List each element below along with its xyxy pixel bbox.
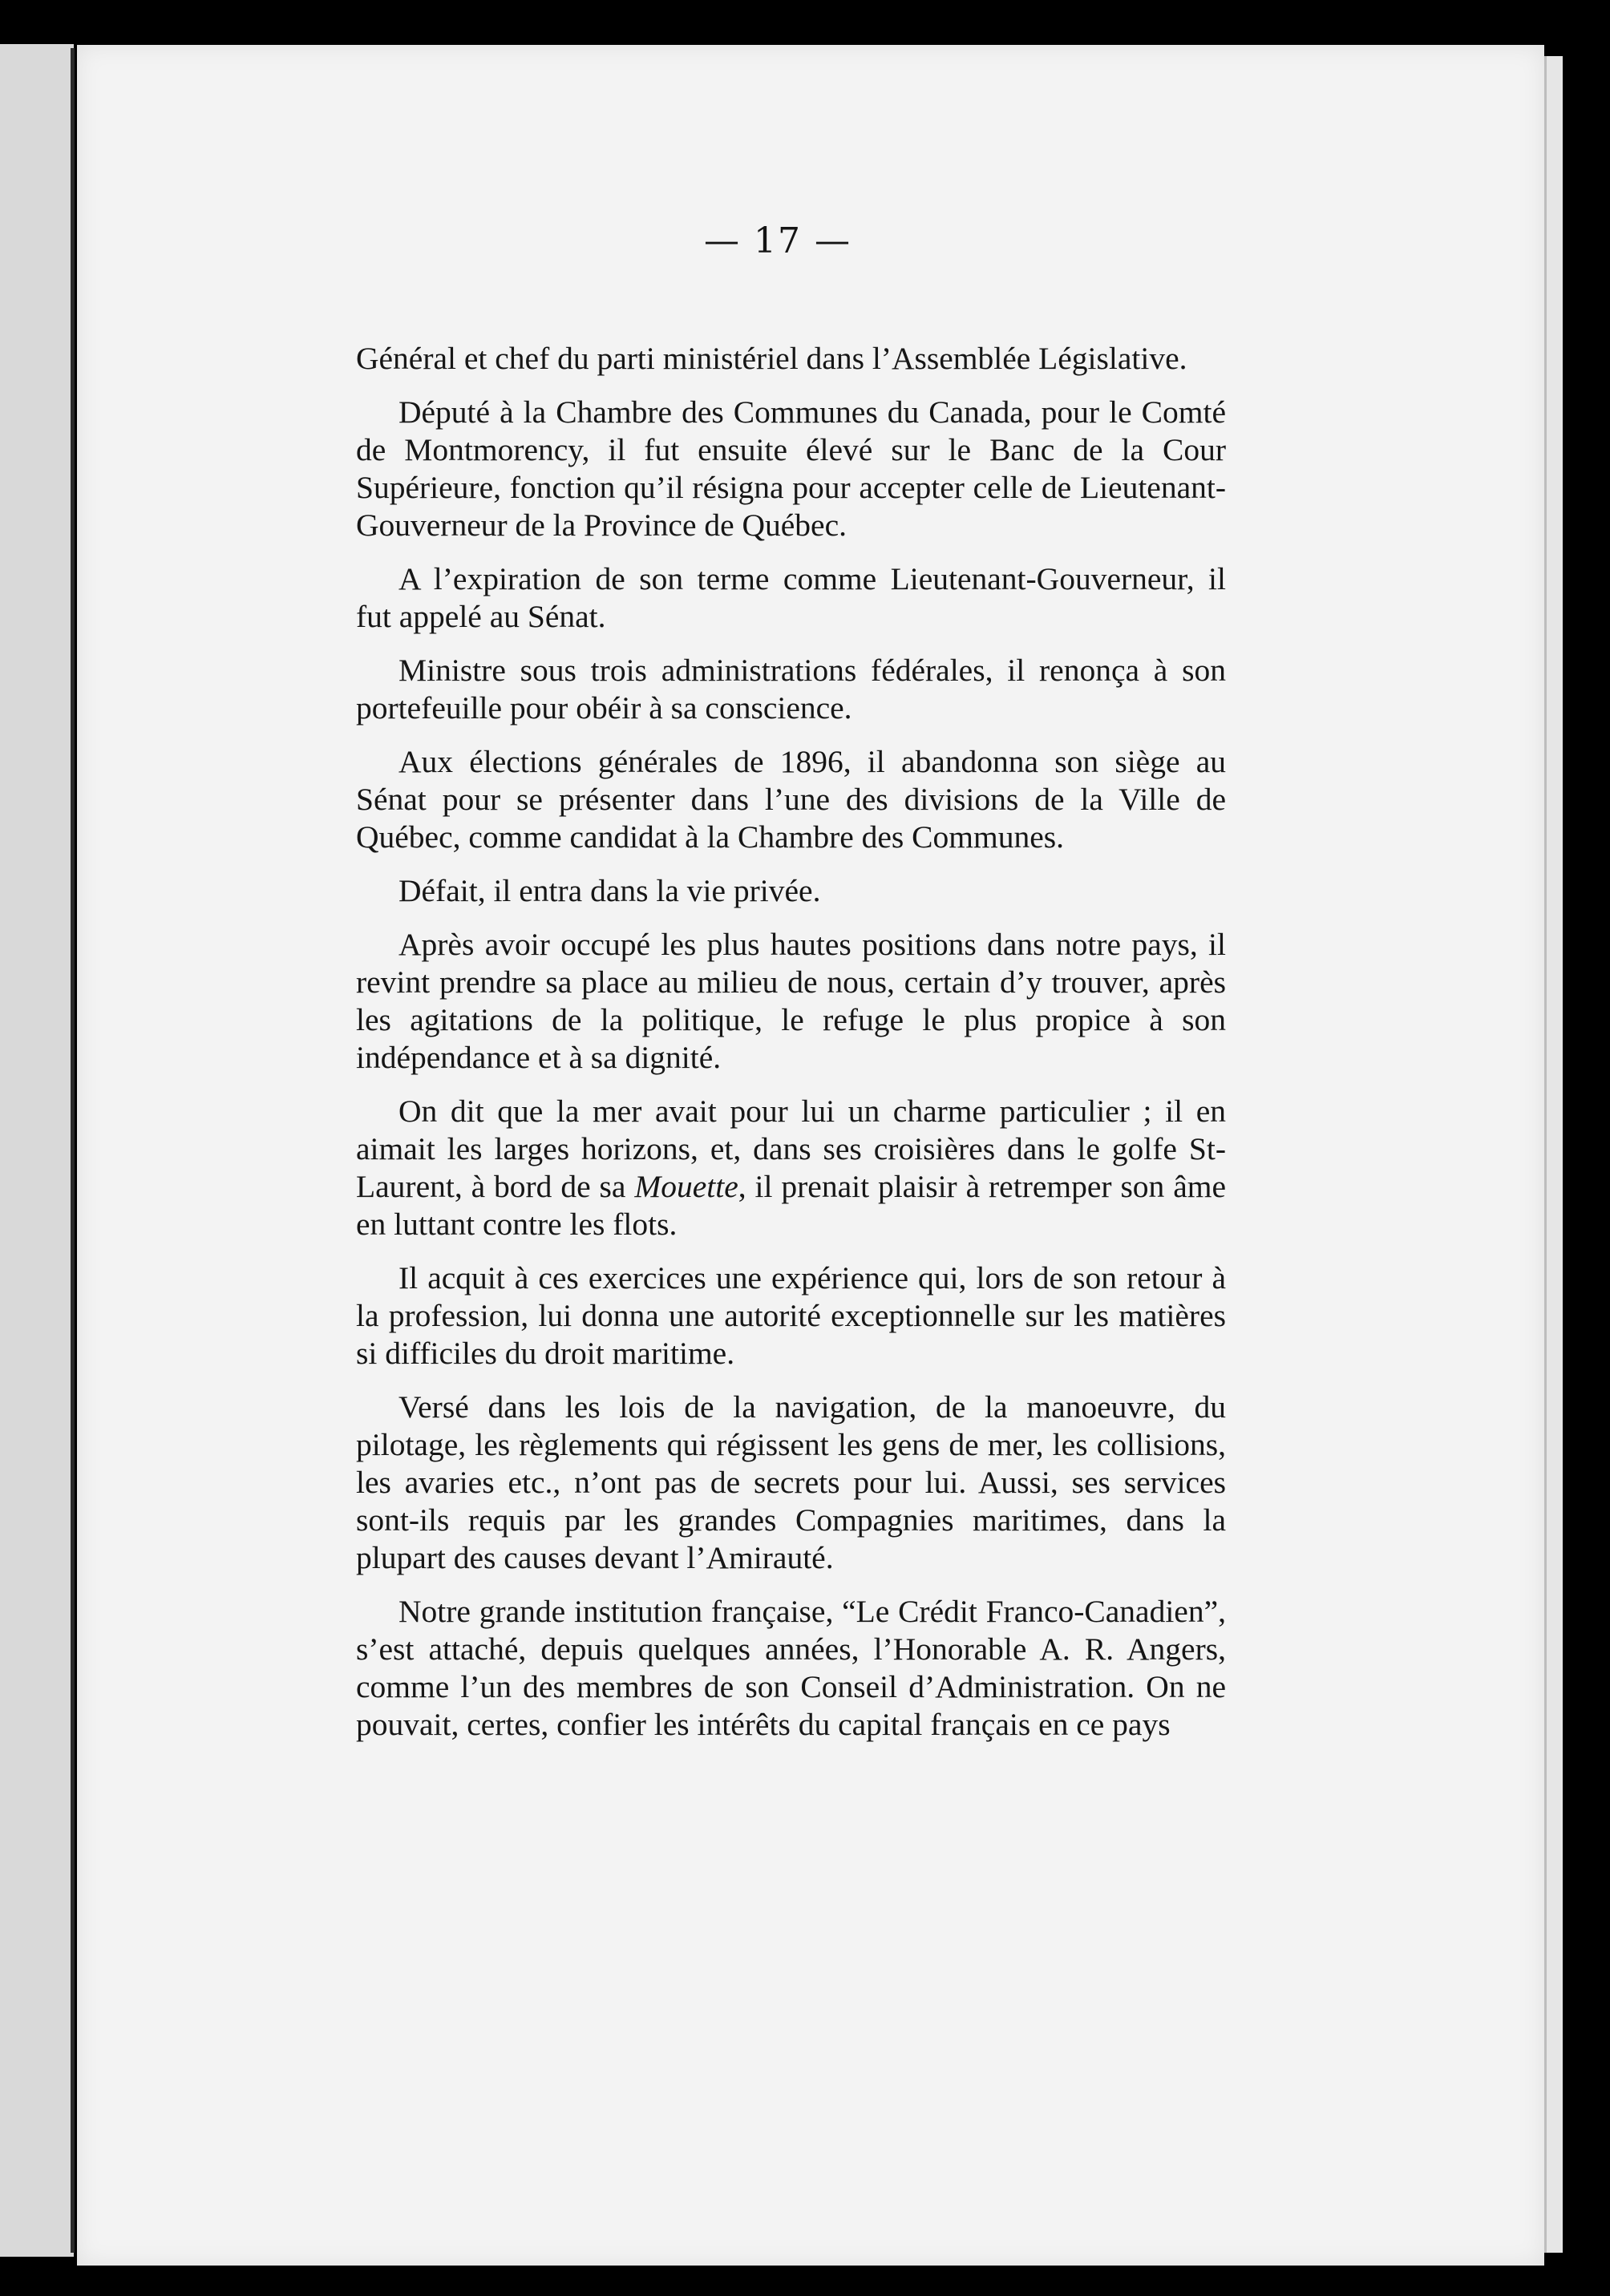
ship-name: Mouette xyxy=(634,1169,738,1204)
page-number: — 17 — xyxy=(704,220,852,261)
paragraph: Ministre sous trois administrations fédérales, il renonça à son portefeuille pour obéir à sa conscience. xyxy=(356,653,1226,726)
paragraph: Général et chef du parti ministériel dans l’Assemblée Législative. xyxy=(356,341,1187,376)
paragraph-text: , il prenait plaisir à retremper son âme en luttant contre les flots. xyxy=(356,1169,1227,1242)
paragraph: Député à la Chambre des Communes du Canada, pour le Comté de Montmorency, il fut ensuite élevé sur le Banc de la Cour Supérieure, fonction qu’il résigna pour accepter celle de Lieutenant-Gouverneur de la Province de Québec. xyxy=(356,394,1226,543)
paragraph: Versé dans les lois de la navigation, de la manoeuvre, du pilotage, les règlements qui régissent les gens de mer, les collisions, les avaries etc., n’ont pas de secrets pour lui. Aussi, ses services sont-ils requis par les grandes Compagnies maritimes, dans la plupart des causes devant l’Amirauté. xyxy=(356,1389,1226,1575)
paragraph: Notre grande institution française, “Le Crédit Franco-Canadien”, s’est attaché, depuis quelques années, l’Honorable A. R. Angers, comme l’un des membres de son Conseil d’Administration. On ne pouvait, certes, confier les intérêts du capital français en ce pays xyxy=(356,1594,1226,1742)
previous-page-edge xyxy=(0,44,74,2257)
page-right-edge xyxy=(1544,56,1563,2253)
paragraph: Il acquit à ces exercices une expérience qui, lors de son retour à la profession, lui donna une autorité exceptionnelle sur les matières si difficiles du droit maritime. xyxy=(356,1260,1226,1371)
paragraph: Aux élections générales de 1896, il abandonna son siège au Sénat pour se présenter dans l’une des divisions de la Ville de Québec, comme candidat à la Chambre des Communes. xyxy=(356,744,1226,855)
paragraph: A l’expiration de son terme comme Lieutenant-Gouverneur, il fut appelé au Sénat. xyxy=(356,561,1226,634)
paragraph: Défait, il entra dans la vie privée. xyxy=(398,873,821,908)
paragraph-text: On dit que la mer avait pour lui un charme particulier ; il en aimait les larges horizons, et, dans ses croisières dans le golfe St-Laurent, à bord de sa xyxy=(356,1093,1226,1204)
body-text xyxy=(356,340,1226,1760)
paragraph: Après avoir occupé les plus hautes positions dans notre pays, il revint prendre sa place au milieu de nous, certain d’y trouver, après les agitations de la politique, le refuge le plus propice à son indépendance et à sa dignité. xyxy=(356,927,1226,1075)
paragraph xyxy=(356,1093,1226,1243)
book-gutter xyxy=(71,48,75,2253)
